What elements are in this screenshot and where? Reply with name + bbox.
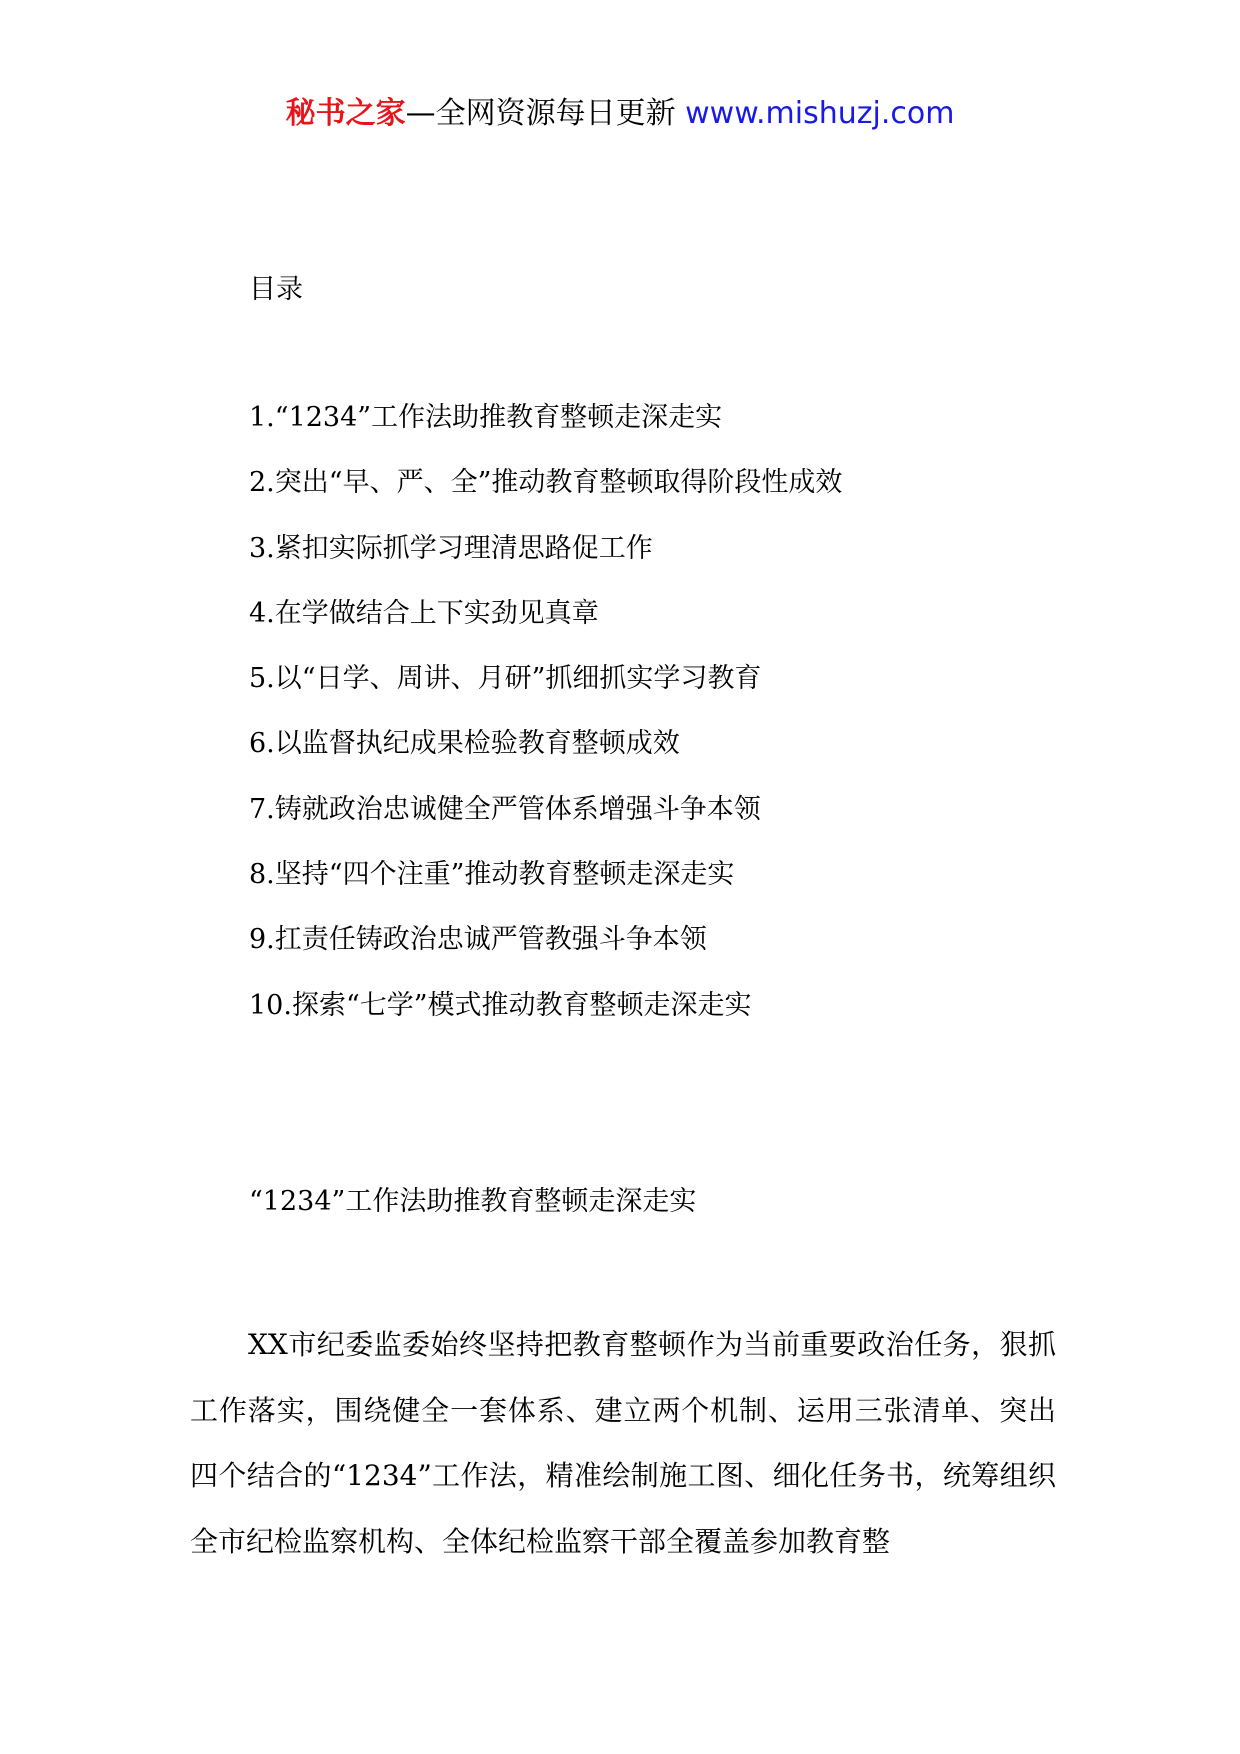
brand-name: 秘书之家	[285, 96, 406, 131]
toc-item-4[interactable]: 4.在学做结合上下实劲见真章	[249, 597, 599, 629]
toc-item-6[interactable]: 6.以监督执纪成果检验教育整顿成效	[249, 728, 680, 760]
toc-item-2[interactable]: 2.突出“早、严、全”推动教育整顿取得阶段性成效	[249, 467, 843, 499]
site-url-link[interactable]: www.mishuzj.com	[685, 96, 955, 131]
section-title: “1234”工作法助推教育整顿走深走实	[249, 1186, 697, 1217]
toc-item-10[interactable]: 10.探索“七学”模式推动教育整顿走深走实	[249, 989, 752, 1021]
body-paragraph: XX市纪委监委始终坚持把教育整顿作为当前重要政治任务，狠抓工作落实，围绕健全一套体系、建立两个机制、运用三张清单、突出四个结合的“1234”工作法，精准绘制施工图、细化任务书，统筹组织全市纪检监察机构、全体纪检监察干部全覆盖参加教育整	[190, 1328, 1056, 1558]
toc-item-7[interactable]: 7.铸就政治忠诚健全严管体系增强斗争本领	[249, 793, 761, 825]
toc-item-9[interactable]: 9.扛责任铸政治忠诚严管教强斗争本领	[249, 924, 707, 956]
site-header	[0, 94, 1240, 134]
toc-item-3[interactable]: 3.紧扣实际抓学习理清思路促工作	[249, 532, 653, 564]
header-tagline: —全网资源每日更新	[405, 96, 686, 131]
toc-item-1[interactable]: 1.“1234”工作法助推教育整顿走深走实	[249, 402, 723, 433]
toc-title: 目录	[249, 274, 303, 305]
toc-item-5[interactable]: 5.以“日学、周讲、月研”抓细抓实学习教育	[249, 663, 762, 695]
table-of-contents	[249, 400, 842, 1053]
toc-item-8[interactable]: 8.坚持“四个注重”推动教育整顿走深走实	[249, 859, 735, 891]
